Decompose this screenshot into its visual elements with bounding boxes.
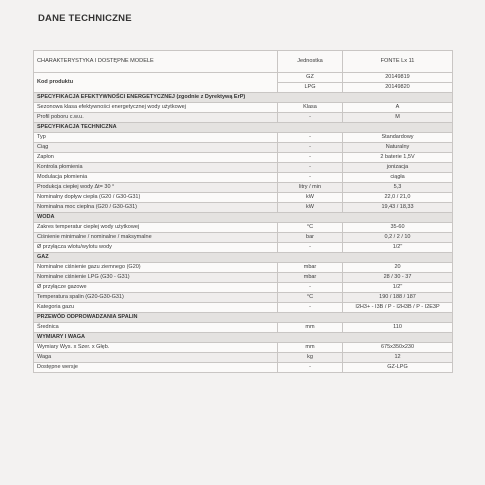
param-label: Temperatura spalin (G20-G30-G31) bbox=[34, 293, 278, 303]
table-row bbox=[34, 243, 453, 253]
product-code-unit-gz: GZ bbox=[278, 73, 343, 83]
table-row bbox=[34, 223, 453, 233]
param-value: GZ-LPG bbox=[343, 363, 453, 373]
param-label: Sezonowa klasa efektywności energetycznej wody użytkowej bbox=[34, 103, 278, 113]
param-unit: mbar bbox=[278, 263, 343, 273]
section-header bbox=[34, 253, 453, 263]
param-label: Zapłon bbox=[34, 153, 278, 163]
param-label: Produkcja ciepłej wody Δt= 30 ° bbox=[34, 183, 278, 193]
table-row bbox=[34, 173, 453, 183]
table-row bbox=[34, 263, 453, 273]
table-row bbox=[34, 103, 453, 113]
param-label: Nominalna moc cieplna (G20 / G30-G31) bbox=[34, 203, 278, 213]
param-unit: - bbox=[278, 243, 343, 253]
param-unit: kW bbox=[278, 193, 343, 203]
table-row bbox=[34, 193, 453, 203]
param-label: Zakres temperatur ciepłej wody użytkowej bbox=[34, 223, 278, 233]
table-header bbox=[34, 51, 453, 73]
param-label: Kontrola płomienia bbox=[34, 163, 278, 173]
param-unit: - bbox=[278, 153, 343, 163]
param-value: I2H3+ - I3B / P - I2H3B / P - I2E3P bbox=[343, 303, 453, 313]
param-value: 20 bbox=[343, 263, 453, 273]
param-unit: mm bbox=[278, 343, 343, 353]
header-model: FONTE Lx 11 bbox=[343, 51, 453, 73]
param-label: Średnica bbox=[34, 323, 278, 333]
param-label: Ciąg bbox=[34, 143, 278, 153]
table-row bbox=[34, 163, 453, 173]
product-code-label: Kod produktu bbox=[34, 73, 278, 93]
param-value: ciągła bbox=[343, 173, 453, 183]
param-value: Naturalny bbox=[343, 143, 453, 153]
param-unit: °C bbox=[278, 223, 343, 233]
param-label: Modulacja płomienia bbox=[34, 173, 278, 183]
param-value: 1/2" bbox=[343, 243, 453, 253]
product-code-value-lpg: 20149820 bbox=[343, 83, 453, 93]
section-header bbox=[34, 313, 453, 323]
table-row bbox=[34, 153, 453, 163]
section-header bbox=[34, 213, 453, 223]
table-row bbox=[34, 113, 453, 123]
param-unit: Klasa bbox=[278, 103, 343, 113]
param-label: Profil poboru c.w.u. bbox=[34, 113, 278, 123]
param-value: 5,3 bbox=[343, 183, 453, 193]
param-unit: litry / min bbox=[278, 183, 343, 193]
param-value: 12 bbox=[343, 353, 453, 363]
param-value: Standardowy bbox=[343, 133, 453, 143]
table-row bbox=[34, 293, 453, 303]
param-unit: °C bbox=[278, 293, 343, 303]
param-value: 190 / 188 / 187 bbox=[343, 293, 453, 303]
header-characteristics: CHARAKTERYSTYKA I DOSTĘPNE MODELE bbox=[34, 51, 278, 73]
param-label: Waga bbox=[34, 353, 278, 363]
param-unit: - bbox=[278, 303, 343, 313]
param-unit: mm bbox=[278, 323, 343, 333]
section-title: PRZEWÓD ODPROWADZANIA SPALIN bbox=[34, 313, 453, 323]
param-unit: - bbox=[278, 143, 343, 153]
param-value: 0,2 / 2 / 10 bbox=[343, 233, 453, 243]
table-row bbox=[34, 233, 453, 243]
param-value: 35-60 bbox=[343, 223, 453, 233]
param-value: 675x350x230 bbox=[343, 343, 453, 353]
section-title: WYMIARY I WAGA bbox=[34, 333, 453, 343]
param-value: 1/2" bbox=[343, 283, 453, 293]
param-value: jonizacja bbox=[343, 163, 453, 173]
product-code-value-gz: 20149819 bbox=[343, 73, 453, 83]
param-unit: - bbox=[278, 113, 343, 123]
section-title: GAZ bbox=[34, 253, 453, 263]
header-unit: Jednostka bbox=[278, 51, 343, 73]
table-row bbox=[34, 203, 453, 213]
table-row bbox=[34, 353, 453, 363]
table-row bbox=[34, 363, 453, 373]
table-row bbox=[34, 133, 453, 143]
param-label: Wymiary Wys. x Szer. x Głęb. bbox=[34, 343, 278, 353]
page-title: DANE TECHNICZNE bbox=[38, 13, 132, 24]
param-label: Nominalne ciśnienie LPG (G30 - G31) bbox=[34, 273, 278, 283]
param-value: 28 / 30 - 37 bbox=[343, 273, 453, 283]
param-value: A bbox=[343, 103, 453, 113]
param-label: Nominalne ciśnienie gazu ziemnego (G20) bbox=[34, 263, 278, 273]
param-unit: - bbox=[278, 133, 343, 143]
param-unit: bar bbox=[278, 233, 343, 243]
product-code-unit-lpg: LPG bbox=[278, 83, 343, 93]
product-code-row-gz bbox=[34, 73, 453, 83]
table-row bbox=[34, 183, 453, 193]
param-value: 110 bbox=[343, 323, 453, 333]
table-row bbox=[34, 283, 453, 293]
section-title: SPECYFIKACJA EFEKTYWNOŚCI ENERGETYCZNEJ (zgodnie z Dyrektywą ErP) bbox=[34, 93, 453, 103]
param-label: Kategoria gazu bbox=[34, 303, 278, 313]
param-value: M bbox=[343, 113, 453, 123]
param-unit: - bbox=[278, 363, 343, 373]
section-header bbox=[34, 93, 453, 103]
param-label: Ciśnienie minimalne / nominalne / maksymalne bbox=[34, 233, 278, 243]
param-label: Dostępne wersje bbox=[34, 363, 278, 373]
param-value: 22,0 / 21,0 bbox=[343, 193, 453, 203]
section-title: WODA bbox=[34, 213, 453, 223]
param-value: 2 baterie 1,5V bbox=[343, 153, 453, 163]
param-label: Ø przyłącze gazowe bbox=[34, 283, 278, 293]
table-row bbox=[34, 303, 453, 313]
param-unit: - bbox=[278, 283, 343, 293]
section-header bbox=[34, 123, 453, 133]
param-unit: - bbox=[278, 163, 343, 173]
section-title: SPECYFIKACJA TECHNICZNA bbox=[34, 123, 453, 133]
table-row bbox=[34, 323, 453, 333]
param-unit: kg bbox=[278, 353, 343, 363]
technical-data-table bbox=[33, 50, 453, 373]
table-row bbox=[34, 273, 453, 283]
param-unit: kW bbox=[278, 203, 343, 213]
param-unit: mbar bbox=[278, 273, 343, 283]
table-row bbox=[34, 143, 453, 153]
section-header bbox=[34, 333, 453, 343]
param-label: Typ bbox=[34, 133, 278, 143]
param-value: 19,43 / 18,33 bbox=[343, 203, 453, 213]
table-row bbox=[34, 343, 453, 353]
param-label: Nominalny dopływ ciepła (G20 / G30-G31) bbox=[34, 193, 278, 203]
param-unit: - bbox=[278, 173, 343, 183]
param-label: Ø przyłącza wlotu/wylotu wody bbox=[34, 243, 278, 253]
